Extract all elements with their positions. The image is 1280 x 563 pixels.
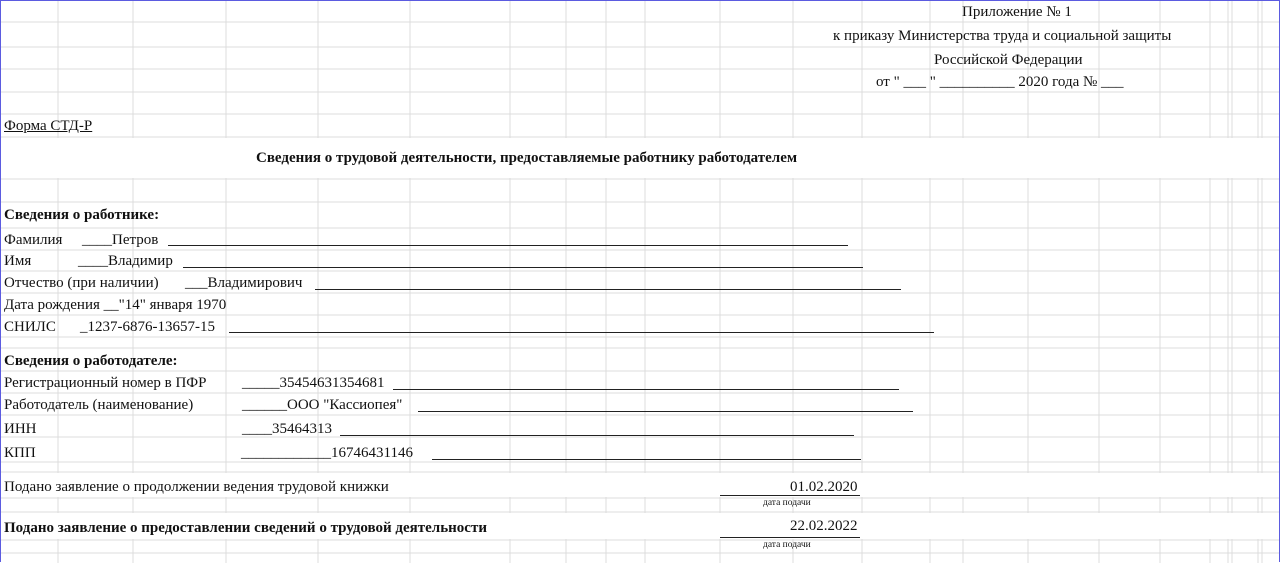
application-label-2: Подано заявление о предоставлении сведений о трудовой деятельности [4, 520, 487, 536]
application-caption-1: дата подачи [763, 498, 811, 508]
surname-label: Фамилия [4, 232, 63, 248]
surname-value: ____Петров [82, 232, 159, 248]
employer-name-underline [418, 411, 913, 412]
pfr-value: _____35454631354681 [242, 375, 385, 391]
application-date-2-underline [720, 537, 860, 538]
kpp-label: КПП [4, 445, 36, 461]
employee-section-title: Сведения о работнике: [4, 207, 160, 223]
birthdate: Дата рождения __"14" января 1970 [4, 297, 227, 313]
order-date-line: от " ___ " __________ 2020 года № ___ [876, 74, 1124, 90]
patronymic-label: Отчество (при наличии) [4, 275, 159, 291]
pfr-label: Регистрационный номер в ПФР [4, 375, 207, 391]
surname-underline [168, 245, 848, 246]
inn-underline [340, 435, 854, 436]
order-reference: к приказу Министерства труда и социальной защиты [833, 28, 1172, 44]
appendix-number: Приложение № 1 [962, 4, 1072, 20]
snils-value: _1237-6876-13657-15 [80, 319, 215, 335]
pfr-underline [393, 389, 899, 390]
form-code: Форма СТД-Р [4, 118, 93, 134]
patronymic-value: ___Владимирович [185, 275, 303, 291]
kpp-value: ____________16746431146 [241, 445, 413, 461]
name-value: ____Владимир [78, 253, 173, 269]
application-date-2: 22.02.2022 [790, 518, 858, 534]
inn-label: ИНН [4, 421, 37, 437]
snils-underline [229, 332, 934, 333]
employer-name-label: Работодатель (наименование) [4, 397, 194, 413]
employer-section-title: Сведения о работодателе: [4, 353, 178, 369]
patronymic-underline [315, 289, 901, 290]
application-date-1: 01.02.2020 [790, 479, 858, 495]
form-title: Сведения о трудовой деятельности, предоставляемые работнику работодателем [256, 150, 798, 166]
application-label-1: Подано заявление о продолжении ведения трудовой книжки [4, 479, 389, 495]
inn-value: ____35464313 [242, 421, 332, 437]
name-label: Имя [4, 253, 32, 269]
name-underline [183, 267, 863, 268]
federation-line: Российской Федерации [934, 52, 1083, 68]
application-date-1-underline [720, 495, 860, 496]
snils-label: СНИЛС [4, 319, 56, 335]
employer-name-value: ______ООО "Кассиопея" [242, 397, 403, 413]
kpp-underline [432, 459, 861, 460]
application-caption-2: дата подачи [763, 540, 811, 550]
